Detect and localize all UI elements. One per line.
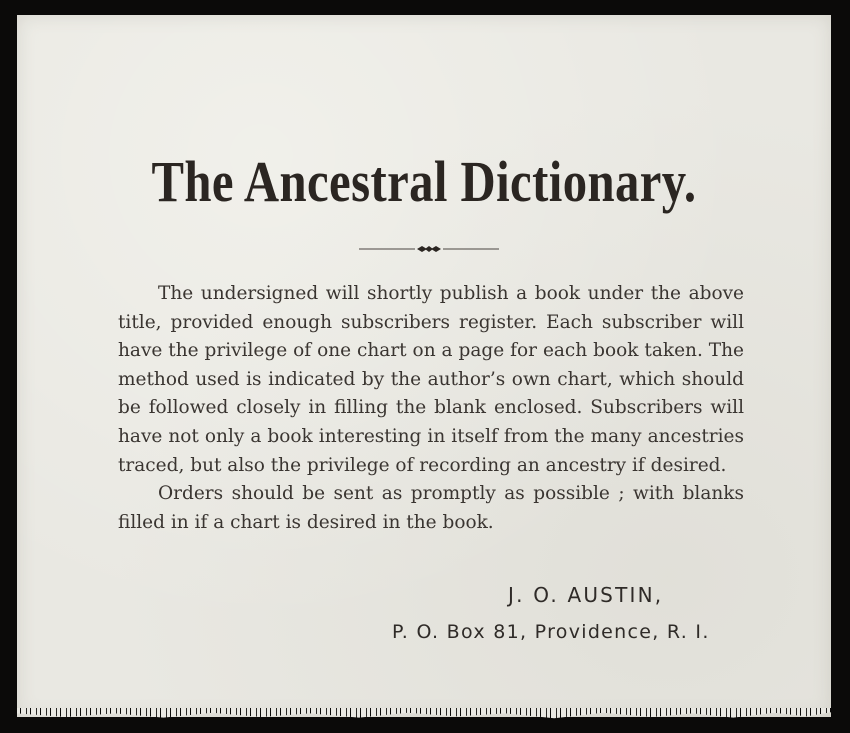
- paragraph-orders: Orders should be sent as promptly as possible ; with blanks filled in if a chart is desired in the book.: [118, 483, 744, 533]
- document-title: The Ancestral Dictionary.: [151, 149, 697, 214]
- torn-edge: [17, 708, 831, 720]
- ornament-divider-icon: [359, 242, 499, 256]
- address: P. O. Box 81, Providence, R. I.: [392, 621, 710, 643]
- body-text: [118, 280, 744, 537]
- signature: J. O. AUSTIN,: [508, 583, 664, 607]
- paragraph-announcement: The undersigned will shortly publish a book under the above title, provided enough subscribers register. Each subscriber will have the privilege of one chart on a page for each book taken. The method used is indicated by the author’s own chart, which should be followed closely in filling the blank enclosed. Subscribers will have not only a book interesting in itself from the many ancestries traced, but also the privilege of recording an ancestry if desired.: [118, 283, 744, 476]
